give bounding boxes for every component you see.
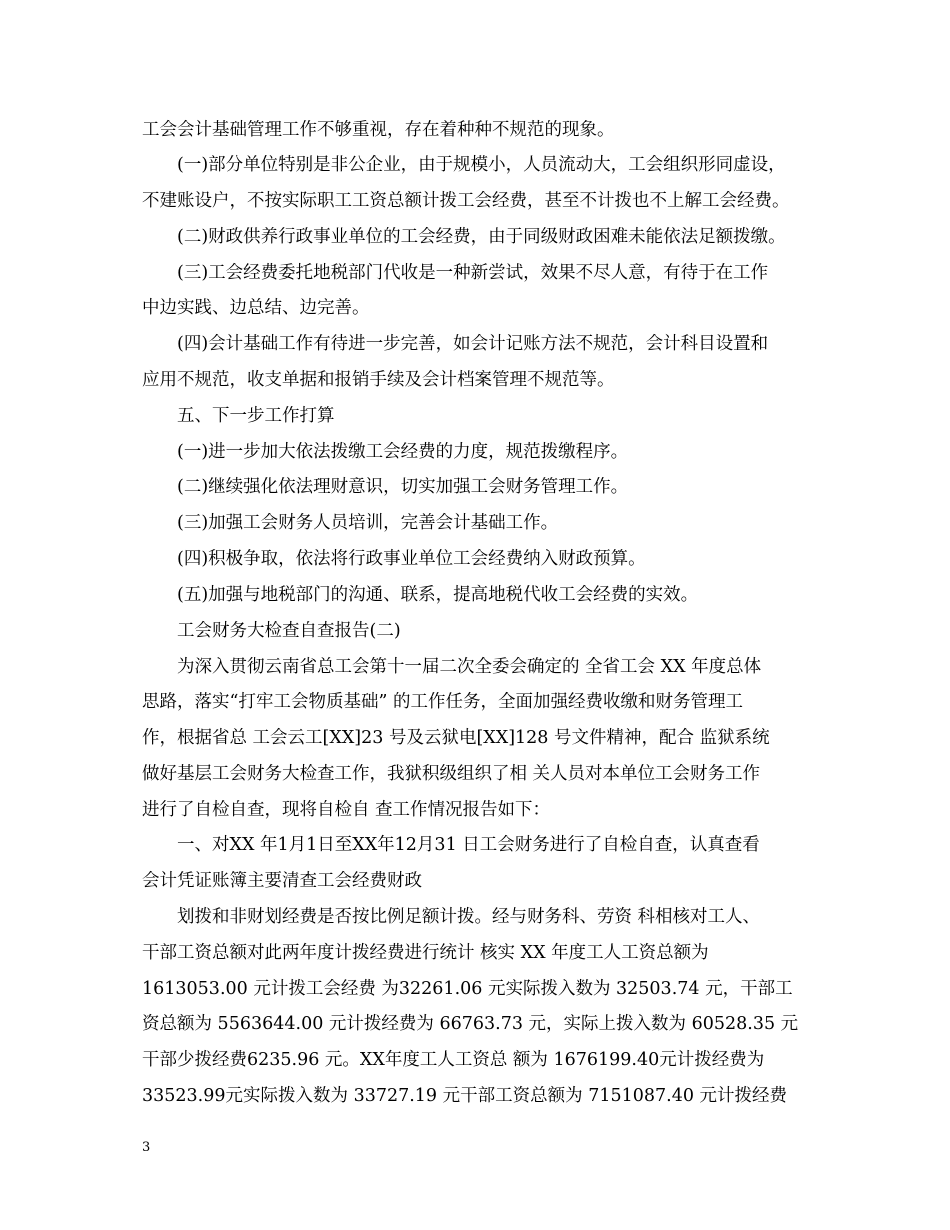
text-line: 一、对XX 年1月1日至XX年12月31 日工会财务进行了自检自查，认真查看 <box>177 835 760 855</box>
text-line: 进行了自检自查，现将自检自 查工作情况报告如下： <box>142 800 551 820</box>
text-line: 资总额为 5563644.00 元计拨经费为 66763.73 元，实际上拨入数为 60528.35 元 <box>142 1014 799 1034</box>
text-line: (五)加强与地税部门的沟通、联系，提高地税代收工会经费的实效。 <box>177 585 699 605</box>
text-line: 1613053.00 元计拨工会经费 为32261.06 元实际拨入数为 32503.74 元，干部工 <box>142 979 793 999</box>
text-line: 33523.99元实际拨入数为 33727.19 元干部工资总额为 7151087.40 元计拨经费 <box>142 1086 788 1106</box>
text-line: 为深入贯彻云南省总工会第十一届二次全委会确定的 全省工会 XX 年度总体 <box>177 657 762 677</box>
text-line: 中边实践、边总结、边完善。 <box>142 298 370 318</box>
text-line: (一)进一步加大依法拨缴工会经费的力度，规范拨缴程序。 <box>177 442 629 462</box>
text-line: (一)部分单位特别是非公企业，由于规模小，人员流动大，工会组织形同虚设， <box>177 155 786 175</box>
text-line: 不建账设户，不按实际职工工资总额计拨工会经费，甚至不计拨也不上解工会经费。 <box>142 191 790 211</box>
text-line: 干部工资总额对此两年度计拨经费进行统计 核实 XX 年度工人工资总额为 <box>142 943 709 963</box>
text-line: (四)会计基础工作有待进一步完善，如会计记账方法不规范，会计科目设置和 <box>177 334 769 354</box>
text-line: 干部少拨经费6235.96 元。XX年度工人工资总 额为 1676199.40元计拨经费为 <box>142 1050 765 1070</box>
text-line: 做好基层工会财务大检查工作，我狱积级组织了相 关人员对本单位工会财务工作 <box>142 764 761 784</box>
text-line: 作，根据省总 工会云工[XX]23 号及云狱电[XX]128 号文件精神，配合 监狱系统 <box>142 728 770 748</box>
text-line: (三)加强工会财务人员培训，完善会计基础工作。 <box>177 513 559 533</box>
text-line: 划拨和非财划经费是否按比例足额计拨。经与财务科、劳资 科相核对工人、 <box>177 907 761 927</box>
text-line: 应用不规范，收支单据和报销手续及会计档案管理不规范等。 <box>142 370 615 390</box>
page-number: 3 <box>142 1140 151 1155</box>
text-line: 会计凭证账簿主要清查工会经费财政 <box>142 871 422 891</box>
text-line: (三)工会经费委托地税部门代收是一种新尝试，效果不尽人意，有待于在工作 <box>177 263 769 283</box>
text-line: 思路，落实“打牢工会物质基础” 的工作任务，全面加强经费收缴和财务管理工 <box>142 692 743 712</box>
text-line: 工会会计基础管理工作不够重视，存在着种种不规范的现象。 <box>142 120 615 140</box>
report-title: 工会财务大检查自查报告(二) <box>177 621 401 641</box>
text-line: (四)积极争取，依法将行政事业单位工会经费纳入财政预算。 <box>177 549 646 569</box>
text-line: (二)继续强化依法理财意识，切实加强工会财务管理工作。 <box>177 477 629 497</box>
section-heading: 五、下一步工作打算 <box>177 406 335 426</box>
text-line: (二)财政供养行政事业单位的工会经费，由于同级财政困难未能依法足额拨缴。 <box>177 227 786 247</box>
